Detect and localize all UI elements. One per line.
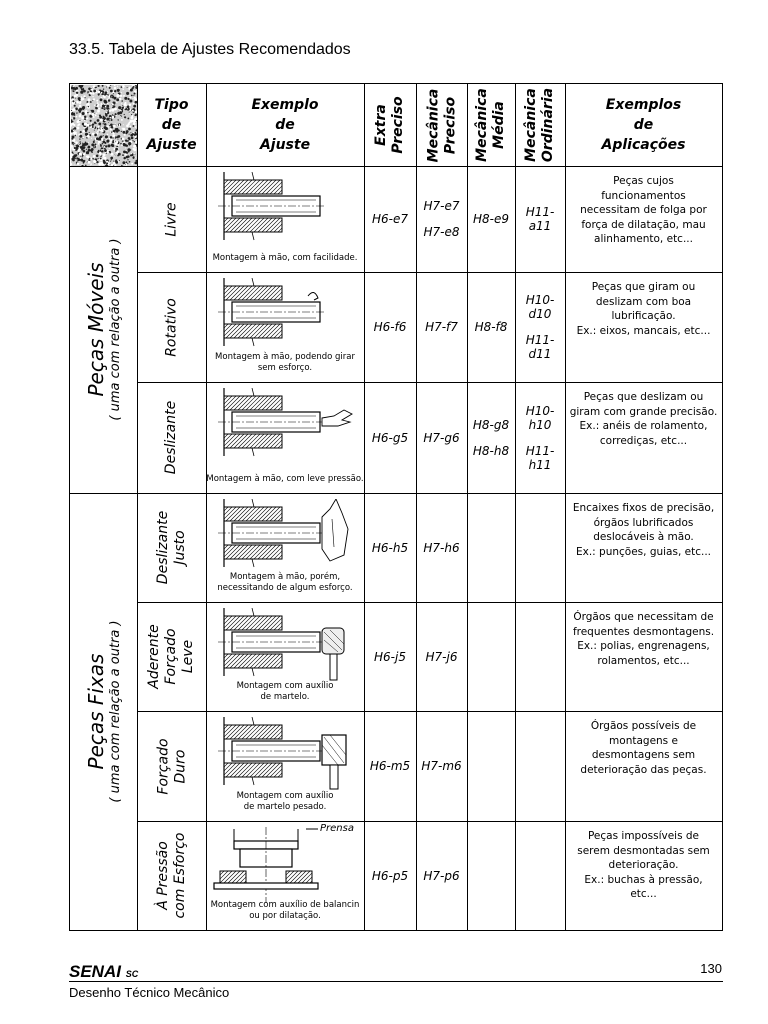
- text-line: Montagem à mão, porém,: [229, 572, 341, 582]
- footer-divider: [69, 981, 723, 982]
- text-line: Mecânica: [523, 88, 539, 162]
- text-line: Montagem com auxílio: [236, 681, 334, 691]
- text-line: deterioração das peças.: [580, 763, 707, 776]
- adjustment-table: [69, 83, 723, 931]
- text-line: deterioração.: [608, 859, 679, 871]
- tolerance-code: H11-a11: [525, 205, 555, 233]
- text-line: etc...: [630, 888, 657, 900]
- tolerance-precisa: [416, 166, 467, 272]
- text-line: Deslizante: [154, 510, 171, 585]
- text-line: Ajuste: [259, 137, 311, 153]
- row-tipo: [137, 825, 206, 926]
- tolerance-precisa: [416, 602, 467, 711]
- fit-assembly-drawing: [210, 278, 360, 356]
- tolerance-code: H7-e8: [423, 225, 460, 239]
- text-line: Ex.: anéis de rolamento,: [579, 420, 708, 432]
- text-line: Peças cujos: [613, 175, 674, 187]
- tolerance-code: H6-g5: [371, 430, 409, 445]
- group-fixas: [70, 493, 137, 930]
- tolerance-precisa: [416, 382, 467, 493]
- tolerance-code: H11-h11: [525, 443, 555, 472]
- brand-name: SENAI: [69, 962, 121, 981]
- row-tipo: [137, 497, 206, 598]
- row-tipo: [137, 715, 206, 817]
- text-line: Órgãos que necessitam de: [573, 611, 714, 623]
- text-line: de martelo pesado.: [243, 802, 327, 812]
- tolerance-extra: [364, 602, 416, 711]
- text-line: Encaixes fixos de precisão,: [572, 502, 715, 514]
- group-title: Peças Móveis: [84, 262, 108, 397]
- header-texture: [71, 85, 137, 166]
- text-line: Aderente: [146, 624, 162, 689]
- text-line: rolamentos, etc...: [597, 654, 690, 667]
- group-subtitle: ( uma com relação a outra ): [108, 620, 123, 803]
- text-line: com Esforço: [171, 832, 188, 919]
- header-extra-preciso: [364, 87, 416, 163]
- text-line: Preciso: [390, 96, 406, 154]
- footer-brand: [69, 962, 138, 982]
- drawing-caption: [206, 681, 364, 703]
- text-line: órgãos lubrificados: [593, 516, 694, 529]
- tolerance-code: H10-d10: [525, 293, 555, 321]
- row-tipo: [137, 386, 206, 489]
- text-line: alinhamento, etc...: [594, 233, 693, 245]
- text-line: Rotativo: [163, 297, 179, 357]
- tolerance-code: H7-h6: [423, 540, 460, 555]
- tolerance-extra: [364, 821, 416, 930]
- header-aplicacoes: [565, 84, 722, 166]
- tolerance-code: H7-j6: [425, 649, 458, 664]
- fit-assembly-drawing: [210, 499, 360, 577]
- text-line: montagens e: [609, 734, 678, 747]
- text-line: de: [275, 117, 295, 133]
- tolerance-code: H8-e9: [472, 212, 509, 226]
- tolerance-ordinaria: [515, 272, 565, 382]
- text-line: Deslizante: [163, 400, 179, 475]
- text-line: Mecânica: [474, 88, 490, 162]
- text-line: necessitando de algum esforço.: [217, 583, 353, 593]
- header-mecanica-media: [467, 87, 515, 163]
- text-line: Ex.: buchas à pressão,: [584, 873, 703, 886]
- row-tipo: [137, 276, 206, 378]
- application-text: [567, 501, 720, 559]
- text-line: Livre: [163, 201, 179, 237]
- tolerance-code: H6-j5: [374, 649, 406, 664]
- tolerance-ordinaria: [515, 382, 565, 493]
- application-text: [567, 610, 720, 668]
- group-title: Peças Fixas: [84, 653, 108, 770]
- drawing-caption: [206, 791, 364, 813]
- drawing-caption: [206, 474, 364, 485]
- text-line: serem desmontadas sem: [577, 844, 710, 857]
- tolerance-extra: [364, 493, 416, 602]
- text-line: Ex.: polias, engrenagens,: [577, 640, 710, 652]
- text-line: Exemplos: [605, 97, 682, 113]
- group-subtitle: ( uma com relação a outra ): [108, 238, 123, 421]
- press-fit-drawing: [210, 827, 360, 905]
- text-line: Montagem com auxílio de balancin: [210, 900, 360, 910]
- tolerance-ordinaria: [515, 166, 565, 272]
- brand-suffix: SC: [125, 969, 139, 979]
- text-line: deslocáveis à mão.: [593, 531, 694, 543]
- tolerance-code: H6-h5: [371, 540, 409, 555]
- text-line: de martelo.: [260, 692, 310, 702]
- tolerance-media: [467, 166, 515, 272]
- text-line: Duro: [171, 749, 188, 783]
- text-line: Ex.: punções, guias, etc...: [575, 545, 712, 558]
- fit-assembly-drawing: [210, 388, 360, 466]
- text-line: Ordinária: [540, 87, 556, 163]
- text-line: Peças que giram ou: [591, 281, 696, 293]
- tolerance-code: H8-h8: [472, 443, 510, 458]
- application-text: [567, 829, 720, 902]
- application-text: [567, 174, 720, 247]
- text-line: Aplicações: [601, 137, 686, 153]
- text-line: força de dilatação, mau: [581, 218, 706, 231]
- text-line: Peças que deslizam ou: [583, 391, 704, 403]
- text-line: desmontagens sem: [591, 749, 696, 761]
- text-line: Montagem à mão, com facilidade.: [212, 253, 358, 263]
- text-line: deslizam com boa: [595, 295, 692, 308]
- text-line: Órgãos possíveis de: [590, 720, 697, 732]
- text-line: giram com grande precisão.: [569, 405, 718, 418]
- drawing-caption: [206, 900, 364, 922]
- footer-subtitle: Desenho Técnico Mecânico: [69, 985, 230, 1000]
- text-line: À Pressão: [154, 841, 171, 910]
- tolerance-code: H6-p5: [371, 868, 409, 883]
- text-line: de: [633, 117, 654, 133]
- text-line: Forçado: [163, 628, 179, 685]
- tolerance-extra: [364, 272, 416, 382]
- grid-line: [565, 84, 566, 930]
- fit-assembly-drawing: [210, 717, 360, 795]
- tolerance-code: H6-e7: [371, 212, 408, 226]
- tolerance-code: H7-m6: [421, 759, 462, 773]
- tolerance-code: H7-e7: [423, 199, 460, 213]
- text-line: funcionamentos: [601, 189, 686, 202]
- tolerance-precisa: [416, 272, 467, 382]
- tolerance-code: H6-f6: [373, 320, 407, 334]
- tolerance-code: H7-g6: [423, 430, 460, 445]
- tolerance-media: [467, 272, 515, 382]
- tolerance-code: H10-h10: [525, 403, 555, 432]
- application-text: [567, 390, 720, 448]
- text-line: corrediças, etc...: [599, 434, 688, 447]
- text-line: Exemplo: [251, 97, 319, 113]
- text-line: ou por dilatação.: [249, 911, 321, 921]
- text-line: Tipo: [154, 97, 189, 113]
- tolerance-code: H7-p6: [423, 868, 460, 883]
- text-line: Peças impossíveis de: [587, 830, 700, 842]
- header-exemplo: [206, 84, 364, 166]
- fit-assembly-drawing: [210, 608, 360, 686]
- tolerance-code: H8-g8: [472, 417, 510, 432]
- tolerance-code: H11-d11: [525, 333, 555, 361]
- group-moveis: [70, 166, 137, 493]
- tolerance-precisa: [416, 821, 467, 930]
- tolerance-extra: [364, 166, 416, 272]
- drawing-caption: [206, 253, 364, 264]
- press-label: Prensa: [320, 823, 354, 834]
- text-line: lubrificação.: [611, 310, 676, 322]
- tolerance-code: H6-m5: [369, 759, 411, 773]
- drawing-caption: [206, 352, 364, 374]
- fit-assembly-drawing: [210, 172, 360, 250]
- header-tipo: [137, 84, 206, 166]
- text-line: frequentes desmontagens.: [572, 625, 715, 638]
- tolerance-media: [467, 382, 515, 493]
- drawing-caption: [206, 572, 364, 594]
- section-title: 33.5. Tabela de Ajustes Recomendados: [69, 41, 351, 58]
- text-line: de: [161, 117, 182, 133]
- row-tipo: [137, 606, 206, 707]
- text-line: Ajuste: [146, 137, 197, 153]
- tolerance-precisa: [416, 711, 467, 821]
- text-line: Leve: [180, 639, 196, 674]
- tolerance-precisa: [416, 493, 467, 602]
- header-mecanica-ordinaria: [515, 87, 565, 163]
- header-mecanica-precisa: [416, 87, 467, 163]
- tolerance-extra: [364, 711, 416, 821]
- page-number: 130: [700, 961, 722, 976]
- text-line: Forçado: [154, 737, 171, 795]
- text-line: Montagem à mão, podendo girar: [215, 352, 355, 362]
- tolerance-code: H7-f7: [425, 320, 458, 334]
- text-line: sem esforço.: [257, 363, 313, 373]
- text-line: Ex.: eixos, mancais, etc...: [576, 324, 711, 337]
- text-line: Extra: [373, 104, 389, 146]
- text-line: Montagem à mão, com leve pressão.: [206, 474, 364, 484]
- text-line: Montagem com auxílio: [236, 791, 334, 801]
- text-line: Média: [491, 101, 507, 149]
- application-text: [567, 280, 720, 338]
- text-line: Preciso: [441, 96, 458, 154]
- application-text: [567, 719, 720, 777]
- text-line: Mecânica: [424, 88, 441, 162]
- text-line: Justo: [171, 530, 188, 565]
- text-line: necessitam de folga por: [580, 204, 707, 216]
- tolerance-code: H8-f8: [474, 320, 508, 334]
- tolerance-extra: [364, 382, 416, 493]
- row-tipo: [137, 170, 206, 268]
